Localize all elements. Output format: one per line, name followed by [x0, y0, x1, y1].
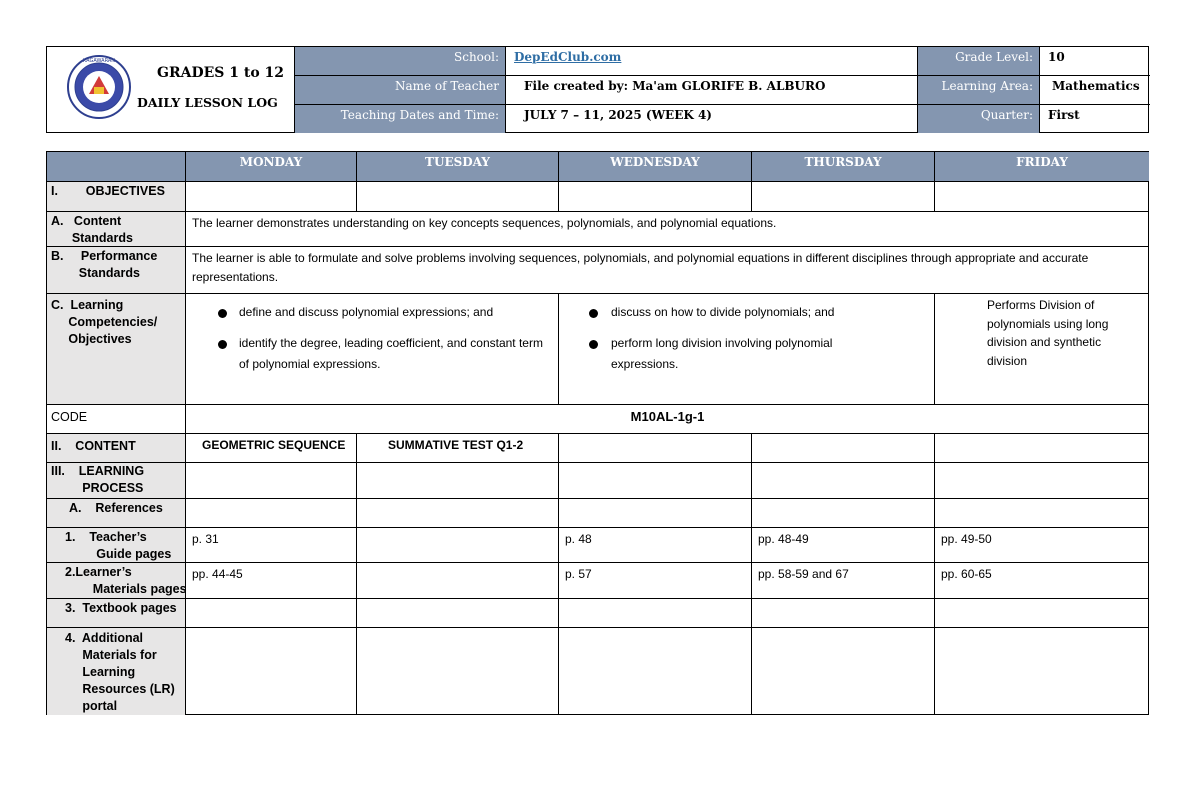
references-label: A. References [47, 499, 186, 528]
code-label: CODE [47, 405, 186, 434]
refs-wed [559, 499, 752, 528]
process-thu [752, 463, 935, 499]
lm-thu: pp. 58-59 and 67 [752, 563, 935, 599]
quarter-value: First [1048, 108, 1080, 122]
add-thu [752, 628, 935, 715]
content-standards-text: The learner demonstrates understanding on key concepts sequences, polynomials, and polynomial equations. [186, 212, 1149, 247]
tb-tue [357, 599, 559, 628]
teacher-value: File created by: Ma'am GLORIFE B. ALBURO [506, 76, 918, 105]
dates-value: JULY 7 – 11, 2025 (WEEK 4) [506, 105, 918, 133]
objectives-thu [752, 182, 935, 212]
grade-label: Grade Level: [918, 47, 1040, 76]
add-mon [186, 628, 357, 715]
lm-fri: pp. 60-65 [935, 563, 1149, 599]
teacher-label: Name of Teacher [295, 76, 506, 105]
lm-wed: p. 57 [559, 563, 752, 599]
additional-materials-label: 4. Additional Materials for Learning Resources (LR) portal [47, 628, 186, 715]
tg-mon: p. 31 [186, 528, 357, 563]
objectives-wed [559, 182, 752, 212]
refs-thu [752, 499, 935, 528]
day-header-friday: FRIDAY [935, 152, 1149, 182]
header-blank-cell [47, 152, 186, 182]
tb-thu [752, 599, 935, 628]
add-fri [935, 628, 1149, 715]
title-line-2: DAILY LESSON LOG [137, 95, 278, 110]
refs-mon [186, 499, 357, 528]
performance-standards-label: B. Performance Standards [47, 247, 186, 294]
competencies-fri [935, 294, 1149, 405]
objectives-mon [186, 182, 357, 212]
content-standards-label: A. Content Standards [47, 212, 186, 247]
tg-fri: pp. 49-50 [935, 528, 1149, 563]
bullet-icon [589, 309, 598, 318]
process-wed [559, 463, 752, 499]
seal-logo-icon [66, 54, 132, 120]
tb-wed [559, 599, 752, 628]
title-line-1: GRADES 1 to 12 [157, 65, 285, 81]
competency-wed-1: discuss on how to divide polynomials; and [611, 305, 835, 319]
performance-standards-text: The learner is able to formulate and solve problems involving sequences, polynomials, and polynomial equations in different disciplines through appropriate and accurate representations. [186, 247, 1149, 294]
lesson-log-table [46, 151, 1149, 715]
deped-seal [66, 54, 132, 120]
process-mon [186, 463, 357, 499]
quarter-label: Quarter: [918, 105, 1040, 133]
bullet-icon [589, 340, 598, 349]
content-mon: GEOMETRIC SEQUENCE [186, 434, 357, 463]
day-header-wednesday: WEDNESDAY [559, 152, 752, 182]
tg-tue [357, 528, 559, 563]
bullet-icon [218, 340, 227, 349]
lm-mon: pp. 44-45 [186, 563, 357, 599]
refs-fri [935, 499, 1149, 528]
content-thu [752, 434, 935, 463]
learners-materials-label: 2.Learner’s Materials pages [47, 563, 186, 599]
day-header-thursday: THURSDAY [752, 152, 935, 182]
content-tue: SUMMATIVE TEST Q1-2 [357, 434, 559, 463]
competency-mon-2: identify the degree, leading coefficient, and constant term of polynomial expressions. [239, 336, 543, 371]
objectives-fri [935, 182, 1149, 212]
day-header-monday: MONDAY [186, 152, 357, 182]
content-wed [559, 434, 752, 463]
dates-label: Teaching Dates and Time: [295, 105, 506, 133]
grade-value: 10 [1040, 47, 1150, 76]
process-tue [357, 463, 559, 499]
school-label: School: [295, 47, 506, 76]
add-tue [357, 628, 559, 715]
textbook-pages-label: 3. Textbook pages [47, 599, 186, 628]
code-value: M10AL-1g-1 [186, 405, 1149, 434]
add-wed [559, 628, 752, 715]
title-cell [47, 47, 295, 133]
competency-mon-1: define and discuss polynomial expressions; and [239, 305, 494, 319]
competencies-label: C. Learning Competencies/ Objectives [47, 294, 186, 405]
header-table [46, 46, 1149, 133]
competencies-wed-thu [559, 294, 935, 405]
content-fri [935, 434, 1149, 463]
learning-process-label: III. LEARNING PROCESS [47, 463, 186, 499]
day-header-tuesday: TUESDAY [357, 152, 559, 182]
competency-fri: Performs Division of polynomials using long division and synthetic division [987, 298, 1109, 368]
lm-tue [357, 563, 559, 599]
bullet-icon [218, 309, 227, 318]
school-link[interactable] [506, 47, 918, 76]
area-value: Mathematics [1040, 76, 1150, 105]
area-label: Learning Area: [918, 76, 1040, 105]
refs-tue [357, 499, 559, 528]
school-value[interactable]: DepEdClub.com [514, 50, 622, 64]
competencies-mon-tue [186, 294, 559, 405]
content-label: II. CONTENT [47, 434, 186, 463]
tb-fri [935, 599, 1149, 628]
competency-wed-2: perform long division involving polynomial expressions. [611, 336, 833, 371]
tg-wed: p. 48 [559, 528, 752, 563]
tb-mon [186, 599, 357, 628]
process-fri [935, 463, 1149, 499]
objectives-label: I. OBJECTIVES [47, 182, 186, 212]
svg-text:KAGAWARAN: KAGAWARAN [82, 58, 116, 64]
tg-thu: pp. 48-49 [752, 528, 935, 563]
objectives-tue [357, 182, 559, 212]
teachers-guide-label: 1. Teacher’s Guide pages [47, 528, 186, 563]
